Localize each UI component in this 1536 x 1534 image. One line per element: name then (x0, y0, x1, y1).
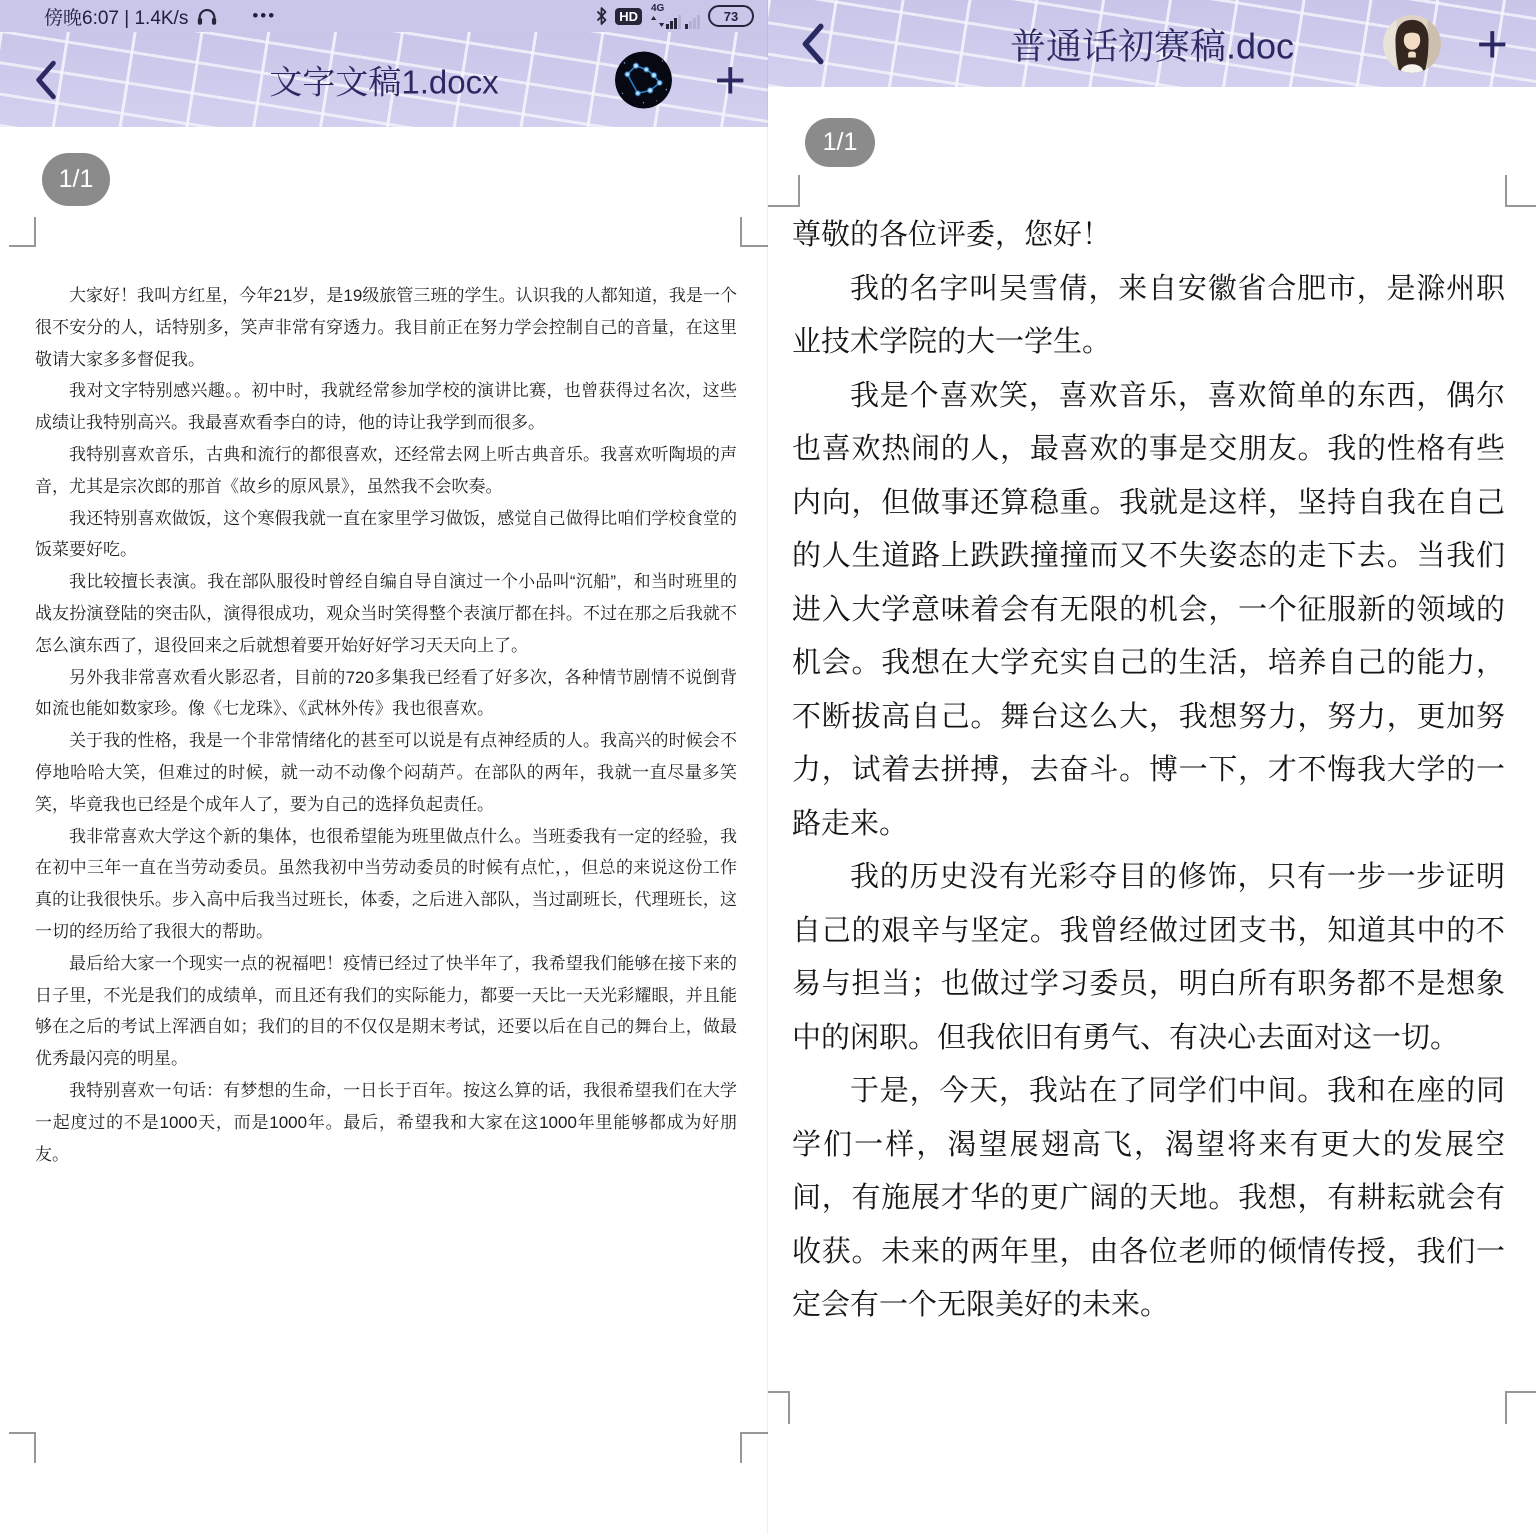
constellation-avatar-icon (615, 51, 672, 108)
back-button[interactable] (32, 59, 58, 101)
doc-paragraph: 我还特别喜欢做饭，这个寒假我就一直在家里学习做饭，感觉自己做得比咱们学校食堂的饭菜要好吃。 (35, 508, 737, 560)
doc-paragraph: 我的名字叫吴雪倩，来自安徽省合肥市，是滁州职业技术学院的大一学生。 (792, 272, 1505, 358)
doc-paragraph: 大家好！我叫方红星，今年21岁，是19级旅管三班的学生。认识我的人都知道，我是一个很不安分的人，话特别多，笑声非常有穿透力。我目前正在努力学会控制自己的音量，在这里敬请大家多多督促我。 (35, 286, 737, 369)
document-body (0, 280, 768, 1170)
doc-paragraph: 我非常喜欢大学这个新的集体，也很希望能为班里做点什么。当班委我有一定的经验，我在初中三年一直在当劳动委员。虽然我初中当劳动委员的时候有点忙，，但总的来说这份工作真的让我很快乐。步入高中后我当过班长，体委，之后进入部队，当过副班长，代理班长，这一切的经历给了我很大的帮助。 (35, 826, 737, 941)
screenshot-divider (767, 0, 768, 1534)
document-title: 文字文稿1.docx (269, 63, 499, 100)
back-button[interactable] (798, 22, 826, 66)
document-title: 普通话初赛稿.doc (1009, 25, 1295, 66)
page-corner-mark (9, 217, 36, 247)
page-corner-mark (768, 1391, 790, 1424)
page-corner-mark (1505, 175, 1536, 207)
battery-indicator (708, 5, 754, 27)
document-body (768, 209, 1536, 1333)
document-header (0, 32, 768, 127)
bluetooth-icon (595, 6, 608, 26)
status-left-group (44, 3, 218, 30)
page-number-badge: 1/1 (42, 153, 110, 206)
page-number-badge: 1/1 (805, 118, 875, 167)
doc-paragraph: 最后给大家一个现实一点的祝福吧！疫情已经过了快半年了，我希望我们能够在接下来的日子里，不光是我们的成绩单，而且还有我们的实际能力，都要一天比一天光彩耀眼，并且能够在之后的考试上浑洒自如；我们的目的不仅仅是期末考试，还要以后在自己的舞台上，做最优秀最闪亮的明星。 (35, 953, 737, 1069)
status-right-group (595, 4, 754, 29)
page-corner-mark (768, 175, 800, 207)
page-corner-mark (740, 1432, 768, 1463)
doc-paragraph: 我是个喜欢笑，喜欢音乐，喜欢简单的东西，偶尔也喜欢热闹的人，最喜欢的事是交朋友。我的性格有些内向，但做事还算稳重。我就是这样，坚持自我在自己的人生道路上跌跌撞撞而又不失姿态的走下去。当我们进入大学意味着会有无限的机会，一个征服新的领域的机会。我想在大学充实自己的生活，培养自己的能力，不断拔高自己。舞台这么大，我想努力，努力，更加努力，试着去拼搏，去奋斗。博一下，才不悔我大学的一路走来。 (792, 379, 1505, 840)
status-bar (0, 0, 768, 32)
network-type-label: 4G (651, 2, 665, 14)
time-and-speed-text: 傍晚6:07 | 1.4K/s (44, 7, 189, 29)
page-corner-mark (1505, 1391, 1536, 1424)
add-button[interactable]: + (714, 49, 746, 110)
page-corner-mark (740, 217, 768, 247)
page-corner-mark (9, 1432, 36, 1463)
document-header (768, 0, 1536, 87)
doc-paragraph: 关于我的性格，我是一个非常情绪化的甚至可以说是有点神经质的人。我高兴的时候会不停地哈哈大笑，但难过的时候，就一动不动像个闷葫芦。在部队的两年，我就一直尽量多笑笑，毕竟我也已经是个成年人了，要为自己的选择负起责任。 (35, 731, 737, 814)
doc-paragraph: 尊敬的各位评委，您好！ (792, 219, 1112, 251)
more-notifications-icon: ••• (252, 6, 277, 25)
user-avatar[interactable] (615, 51, 672, 108)
cellular-signal-icon (649, 4, 701, 29)
doc-paragraph: 我特别喜欢一句话：有梦想的生命，一日长于百年。按这么算的话，我很希望我们在大学一起度过的不是1000天，而是1000年。最后，希望我和大家在这1000年里能够都成为好朋友。 (35, 1080, 737, 1164)
right-screenshot-panel (768, 0, 1536, 1534)
document-page-area[interactable] (0, 127, 768, 1534)
doc-paragraph: 于是，今天，我站在了同学们中间。我和在座的同学们一样，渴望展翅高飞，渴望将来有更大的发展空间，有施展才华的更广阔的天地。我想，有耕耘就会有收获。未来的两年里，由各位老师的倾情传授，我们一定会有一个无限美好的未来。 (792, 1075, 1505, 1321)
document-page-area[interactable] (768, 87, 1536, 1534)
back-chevron-icon (798, 22, 826, 66)
doc-paragraph: 另外我非常喜欢看火影忍者，目前的720多集我已经看了好多次，各种情节剧情不说倒背如流也能如数家珍。像《七龙珠》、《武林外传》我也很喜欢。 (35, 667, 737, 719)
battery-percent: 73 (723, 8, 739, 24)
add-button[interactable]: + (1476, 13, 1508, 74)
user-avatar[interactable] (1383, 15, 1441, 73)
doc-paragraph: 我的历史没有光彩夺目的修饰，只有一步一步证明自己的艰辛与坚定。我曾经做过团支书，知道其中的不易与担当；也做过学习委员，明白所有职务都不是想象中的闲职。但我依旧有勇气、有决心去面对这一切。 (792, 861, 1505, 1054)
doc-paragraph: 我比较擅长表演。我在部队服役时曾经自编自导自演过一个小品叫“沉船”，和当时班里的战友扮演登陆的突击队，演得很成功，观众当时笑得整个表演厅都在抖。不过在那之后我就不怎么演东西了，退役回来之后就想着要开始好好学习天天向上了。 (35, 572, 737, 655)
back-chevron-icon (32, 59, 58, 101)
headset-icon (196, 7, 218, 26)
doc-paragraph: 我对文字特别感兴趣。。初中时，我就经常参加学校的演讲比赛，也曾获得过名次，这些成绩让我特别高兴。我最喜欢看李白的诗，他的诗让我学到而很多。 (35, 381, 737, 433)
girl-avatar-icon (1383, 15, 1441, 73)
doc-paragraph: 我特别喜欢音乐，古典和流行的都很喜欢，还经常去网上听古典音乐。我喜欢听陶埙的声音，尤其是宗次郎的那首《故乡的原风景》，虽然我不会吹奏。 (35, 444, 737, 496)
hd-voice-badge: HD (615, 8, 642, 25)
